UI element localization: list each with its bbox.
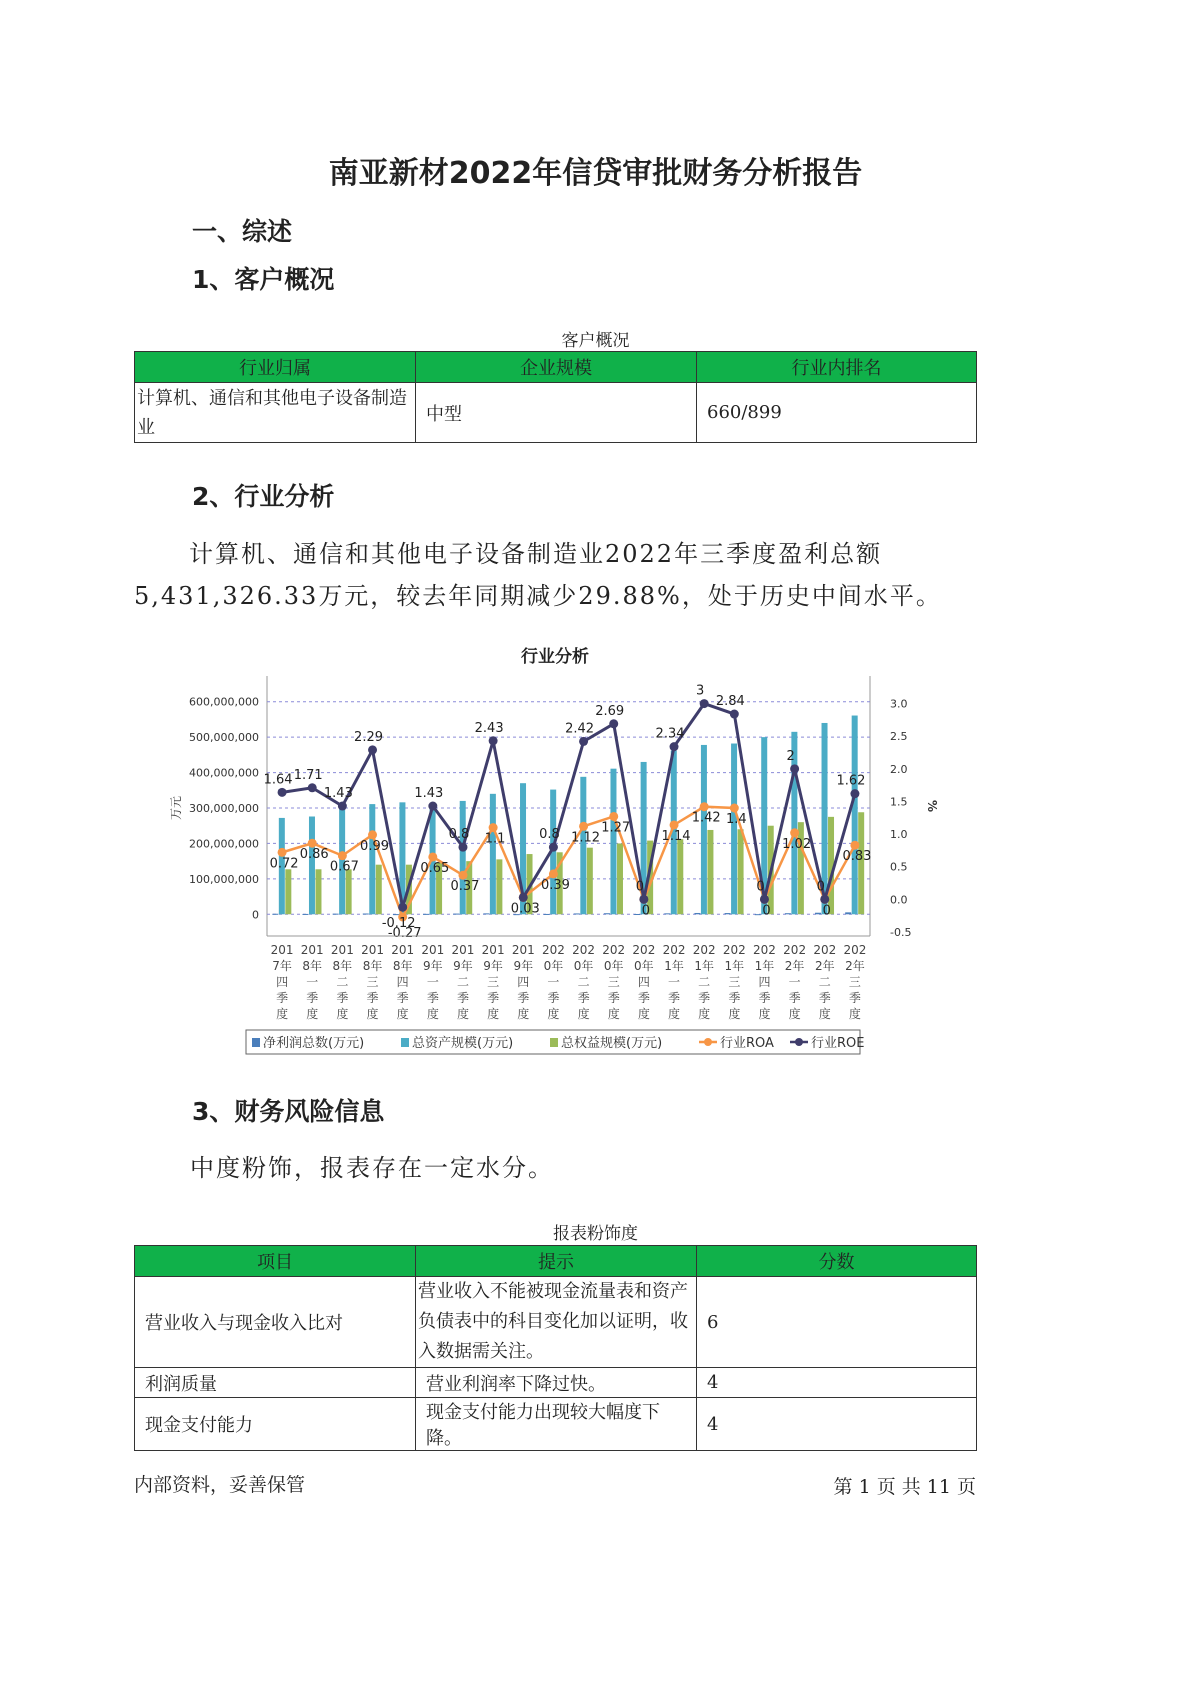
x-tick-label: 1年	[664, 959, 684, 973]
x-tick-label: 度	[336, 1007, 349, 1021]
y-tick-label: 500,000,000	[189, 731, 259, 745]
x-tick-label: 季	[577, 991, 590, 1005]
cell-item: 利润质量	[135, 1368, 416, 1398]
roa-data-label: 0	[641, 903, 651, 919]
header-scale: 企业规模	[416, 352, 697, 383]
y2-tick-label: 0.5	[890, 860, 908, 874]
section-heading-risk: 3、财务风险信息	[192, 1097, 385, 1126]
header-industry: 行业归属	[135, 352, 416, 383]
x-tick-label: 度	[366, 1007, 379, 1021]
x-tick-label: 季	[426, 991, 439, 1005]
total-equity-bar	[677, 839, 683, 914]
cell-item: 现金支付能力	[135, 1398, 416, 1451]
x-tick-label: 季	[637, 991, 650, 1005]
roe-data-label: 2	[786, 748, 795, 764]
header-item: 项目	[135, 1246, 416, 1277]
x-tick-label: 度	[547, 1007, 560, 1021]
net-profit-bar	[453, 914, 459, 915]
total-equity-bar	[315, 869, 321, 914]
total-equity-bar	[738, 829, 744, 914]
x-tick-label: 8年	[302, 959, 323, 973]
x-tick-label: 季	[396, 991, 409, 1005]
roe-point	[549, 843, 558, 852]
roe-point	[609, 719, 618, 728]
net-profit-bar	[664, 913, 670, 914]
net-profit-bar	[725, 913, 731, 914]
legend-swatch	[704, 1038, 712, 1046]
net-profit-bar	[272, 914, 278, 915]
total-equity-bar	[346, 869, 352, 914]
risk-table-header	[135, 1246, 977, 1277]
roe-point	[730, 710, 739, 719]
x-tick-label: 8年	[362, 959, 383, 973]
customer-table-row	[135, 383, 977, 443]
x-tick-label: 度	[577, 1007, 590, 1021]
roe-point	[368, 745, 377, 754]
total-equity-bar	[376, 865, 382, 915]
roe-data-label: 3	[696, 683, 705, 699]
x-tick-label: 202	[602, 943, 626, 957]
x-tick-label: 季	[547, 991, 560, 1005]
x-tick-label: 0年	[573, 959, 594, 973]
roa-data-label: 0.03	[510, 901, 540, 917]
roe-data-label: 2.29	[354, 729, 384, 745]
roe-data-label: 2.43	[474, 720, 504, 736]
net-profit-bar	[483, 913, 489, 914]
net-profit-bar	[544, 914, 550, 915]
x-tick-label: 一	[547, 975, 560, 989]
legend-swatch	[795, 1038, 803, 1046]
x-tick-label: 度	[698, 1007, 711, 1021]
x-tick-label: 二	[456, 975, 469, 989]
x-tick-label: 三	[848, 975, 861, 989]
roe-data-label: 1.43	[414, 786, 444, 802]
x-tick-label: 202	[722, 943, 746, 957]
net-profit-bar	[845, 912, 851, 914]
x-tick-label: 度	[306, 1007, 319, 1021]
cell-industry: 计算机、通信和其他电子设备制造业	[135, 383, 416, 443]
net-profit-bar	[574, 913, 580, 914]
x-tick-label: 季	[456, 991, 469, 1005]
x-tick-label: 三	[607, 975, 620, 989]
roe-point	[489, 736, 498, 745]
legend-label: 行业ROA	[720, 1036, 774, 1051]
roa-data-label: 1.12	[571, 830, 601, 846]
x-tick-label: 二	[818, 975, 831, 989]
industry-paragraph-line1: 计算机、通信和其他电子设备制造业2022年三季度盈利总额	[189, 540, 883, 568]
page-title: 南亚新材2022年信贷审批财务分析报告	[328, 156, 863, 191]
x-tick-label: 1年	[694, 959, 714, 973]
total-assets-bar	[731, 744, 737, 915]
x-tick-label: 季	[728, 991, 741, 1005]
cell-hint: 营业利润率下降过快。	[416, 1368, 697, 1398]
roe-data-label: 2.84	[715, 694, 745, 710]
cell-item: 营业收入与现金收入比对	[135, 1277, 416, 1368]
industry-chart	[150, 636, 939, 1066]
roe-point	[579, 737, 588, 746]
total-assets-bar	[460, 801, 466, 914]
header-rank: 行业内排名	[697, 352, 977, 383]
roa-data-label: 0.39	[540, 877, 570, 893]
roe-data-label: 0.8	[539, 827, 560, 843]
net-profit-bar	[604, 913, 610, 914]
legend-swatch	[550, 1038, 558, 1047]
net-profit-bar	[302, 914, 308, 915]
x-tick-label: 季	[366, 991, 379, 1005]
cell-score: 4	[697, 1398, 977, 1451]
cell-hint: 现金支付能力出现较大幅度下降。	[416, 1398, 697, 1451]
y2-tick-label: 0.0	[890, 893, 908, 907]
x-tick-label: 度	[456, 1007, 469, 1021]
cell-hint: 营业收入不能被现金流量表和资产负债表中的科目变化加以证明，收入数据需关注。	[416, 1277, 697, 1368]
section-heading-overview: 一、综述	[192, 217, 293, 246]
x-tick-label: 季	[848, 991, 861, 1005]
x-tick-label: 1年	[724, 959, 745, 973]
chart-title: 行业分析	[521, 647, 589, 667]
x-tick-label: 201	[421, 943, 445, 957]
roa-data-label: 1.4	[725, 812, 747, 827]
cell-score: 6	[697, 1277, 977, 1368]
roe-data-label: 1.64	[263, 772, 293, 788]
x-tick-label: 9年	[453, 959, 473, 973]
roe-point	[428, 802, 437, 811]
y-tick-label: 0	[252, 908, 259, 922]
y2-axis-label: %	[925, 799, 939, 813]
x-tick-label: 8年	[332, 959, 353, 973]
legend-swatch	[401, 1038, 409, 1047]
x-tick-label: 度	[848, 1007, 861, 1021]
x-tick-label: 202	[813, 943, 837, 957]
header-score: 分数	[697, 1246, 977, 1277]
roa-data-label: -0.27	[387, 925, 422, 941]
x-tick-label: 季	[306, 991, 319, 1005]
net-profit-bar	[393, 914, 399, 915]
roe-point	[308, 783, 317, 792]
roa-data-label: 0	[762, 903, 771, 919]
customer-table-header	[135, 352, 977, 383]
net-profit-bar	[363, 914, 369, 915]
x-tick-label: 201	[511, 943, 535, 957]
roe-point	[278, 788, 287, 797]
x-tick-label: 三	[728, 975, 741, 989]
x-tick-label: 季	[517, 991, 530, 1005]
roe-data-label: 2.69	[595, 703, 625, 719]
risk-table-caption: 报表粉饰度	[553, 1224, 638, 1244]
x-tick-label: 9年	[423, 959, 443, 973]
legend-label: 行业ROE	[811, 1036, 865, 1051]
x-tick-label: 202	[662, 943, 686, 957]
roa-data-label: 0.83	[842, 849, 872, 865]
total-assets-bar	[852, 716, 858, 915]
x-tick-label: 9年	[483, 959, 503, 973]
total-equity-bar	[707, 830, 713, 914]
x-tick-label: 201	[481, 943, 505, 957]
roe-data-label: 1.62	[836, 773, 866, 789]
roe-point	[398, 903, 407, 912]
total-assets-bar	[309, 817, 315, 915]
header-hint: 提示	[416, 1246, 697, 1277]
y-tick-label: 300,000,000	[189, 802, 259, 815]
total-equity-bar	[496, 859, 502, 914]
x-tick-label: 一	[668, 975, 681, 989]
x-tick-label: 四	[637, 975, 650, 989]
roe-data-label: 2.34	[655, 726, 685, 742]
roe-data-label: 0	[756, 879, 765, 895]
x-tick-label: 四	[396, 975, 409, 989]
x-tick-label: 202	[541, 943, 565, 957]
y2-tick-label: 3.0	[890, 697, 908, 711]
legend-label: 总资产规模(万元)	[412, 1036, 514, 1051]
risk-table-row	[135, 1368, 977, 1398]
legend-swatch	[252, 1038, 260, 1047]
roe-data-label: 0.8	[448, 827, 470, 843]
x-tick-label: 一	[306, 975, 319, 989]
x-tick-label: 0年	[634, 959, 654, 973]
x-tick-label: 季	[487, 991, 500, 1005]
total-equity-bar	[587, 848, 593, 915]
roa-data-label: 1.42	[691, 810, 721, 826]
footer-page-number: 第 1 页 共 11 页	[833, 1476, 976, 1498]
roa-data-label: 1.1	[484, 831, 506, 847]
x-tick-label: 201	[300, 943, 324, 957]
roe-point	[458, 843, 467, 852]
x-tick-label: 度	[818, 1007, 831, 1021]
roe-data-label: 0	[635, 879, 645, 895]
total-equity-bar	[285, 869, 291, 914]
x-tick-label: 季	[336, 991, 349, 1005]
x-tick-label: 度	[788, 1007, 801, 1021]
total-equity-bar	[617, 843, 623, 914]
x-tick-label: 202	[692, 943, 716, 957]
roe-point	[338, 802, 347, 811]
x-tick-label: 一	[788, 975, 801, 989]
x-tick-label: 1年	[754, 959, 775, 973]
y2-tick-label: 1.5	[890, 795, 908, 809]
risk-summary: 中度粉饰，报表存在一定水分。	[190, 1154, 554, 1182]
roa-data-label: 0.99	[360, 838, 390, 854]
y-tick-label: 200,000,000	[189, 837, 259, 851]
x-tick-label: 2年	[845, 959, 865, 973]
risk-table	[134, 1245, 977, 1451]
x-tick-label: 季	[818, 991, 831, 1005]
roe-data-label: 2.42	[565, 721, 595, 737]
section-heading-customer: 1、客户概况	[192, 265, 335, 294]
roa-data-label: 1.27	[601, 820, 631, 836]
y-tick-label: 100,000,000	[189, 872, 259, 886]
roe-data-label: 0	[816, 879, 825, 895]
roe-point	[790, 764, 799, 773]
x-tick-label: 202	[783, 943, 807, 957]
roe-data-label: 1.43	[323, 786, 353, 802]
x-tick-label: 二	[577, 975, 590, 989]
x-tick-label: 三	[366, 975, 379, 989]
total-assets-bar	[580, 777, 586, 914]
x-tick-label: 202	[572, 943, 596, 957]
x-tick-label: 2年	[784, 959, 805, 973]
x-tick-label: 202	[632, 943, 656, 957]
x-tick-label: 度	[607, 1007, 620, 1021]
net-profit-bar	[755, 914, 761, 915]
x-tick-label: 202	[753, 943, 776, 957]
risk-table-row	[135, 1277, 977, 1368]
total-assets-bar	[701, 745, 707, 914]
roa-data-label: 0.72	[269, 856, 299, 872]
roe-point	[700, 699, 709, 708]
x-tick-label: 四	[276, 975, 289, 989]
customer-table	[134, 351, 977, 443]
y2-tick-label: -0.5	[890, 926, 912, 939]
net-profit-bar	[694, 913, 700, 914]
x-tick-label: 2年	[814, 959, 835, 973]
x-tick-label: 7年	[272, 959, 292, 973]
risk-table-row	[135, 1398, 977, 1451]
x-tick-label: 季	[276, 991, 289, 1005]
roe-point	[670, 742, 679, 751]
roa-data-label: 0	[822, 903, 831, 919]
legend-label: 总权益规模(万元)	[561, 1036, 663, 1051]
cell-rank: 660/899	[697, 383, 977, 443]
x-tick-label: 三	[487, 975, 500, 989]
x-tick-label: 8年	[392, 959, 413, 973]
customer-table-caption: 客户概况	[561, 331, 630, 351]
net-profit-bar	[333, 914, 339, 915]
footer-confidential: 内部资料，妥善保管	[134, 1474, 306, 1496]
x-tick-label: 度	[396, 1007, 409, 1021]
x-tick-label: 度	[728, 1007, 741, 1021]
x-tick-label: 二	[698, 975, 711, 989]
y-axis-label: 万元	[169, 795, 183, 821]
x-tick-label: 201	[330, 943, 354, 957]
roa-data-label: 0.86	[299, 847, 329, 863]
net-profit-bar	[634, 914, 640, 915]
x-tick-label: 201	[391, 943, 415, 957]
roe-data-label: 1.71	[293, 767, 323, 783]
section-heading-industry: 2、行业分析	[192, 482, 335, 511]
x-tick-label: 季	[788, 991, 801, 1005]
x-tick-label: 度	[668, 1007, 681, 1021]
roa-data-label: 1.14	[661, 828, 691, 844]
x-tick-label: 0年	[603, 959, 624, 973]
x-tick-label: 季	[668, 991, 681, 1005]
x-tick-label: 202	[843, 943, 867, 957]
roa-data-label: 0.37	[450, 879, 480, 895]
total-assets-bar	[369, 804, 375, 914]
roa-data-label: 0.65	[420, 860, 450, 876]
x-tick-label: 度	[517, 1007, 530, 1021]
y-tick-label: 400,000,000	[189, 766, 259, 780]
roe-point	[850, 789, 859, 798]
x-tick-label: 二	[336, 975, 349, 989]
x-tick-label: 季	[758, 991, 771, 1005]
industry-paragraph-line2: 5,431,326.33万元，较去年同期减少29.88%，处于历史中间水平。	[134, 582, 942, 610]
total-assets-bar	[490, 794, 496, 914]
legend-label: 净利润总数(万元)	[263, 1036, 365, 1051]
x-tick-label: 度	[276, 1007, 289, 1021]
x-tick-label: 一	[426, 975, 439, 989]
net-profit-bar	[815, 913, 821, 915]
total-assets-bar	[610, 769, 616, 915]
cell-scale: 中型	[416, 383, 697, 443]
x-tick-label: 0年	[543, 959, 564, 973]
roa-data-label: 1.02	[782, 836, 812, 852]
x-tick-label: 度	[487, 1007, 500, 1021]
x-tick-label: 9年	[513, 959, 534, 973]
x-tick-label: 度	[637, 1007, 650, 1021]
net-profit-bar	[423, 914, 429, 915]
net-profit-bar	[785, 913, 791, 914]
roa-data-label: 0.67	[329, 859, 359, 875]
x-tick-label: 度	[758, 1007, 771, 1021]
cell-score: 4	[697, 1368, 977, 1398]
x-tick-label: 季	[607, 991, 620, 1005]
y-tick-label: 600,000,000	[189, 695, 259, 709]
y2-tick-label: 2.0	[890, 762, 908, 776]
roe-data-label: -0.12	[381, 916, 416, 932]
x-tick-label: 度	[426, 1007, 439, 1021]
x-tick-label: 四	[758, 975, 771, 989]
y2-tick-label: 1.0	[890, 828, 908, 842]
x-tick-label: 201	[361, 943, 384, 957]
x-tick-label: 201	[270, 943, 294, 957]
y2-tick-label: 2.5	[890, 730, 908, 744]
x-tick-label: 季	[698, 991, 711, 1005]
x-tick-label: 201	[451, 943, 475, 957]
x-tick-label: 四	[517, 975, 530, 989]
